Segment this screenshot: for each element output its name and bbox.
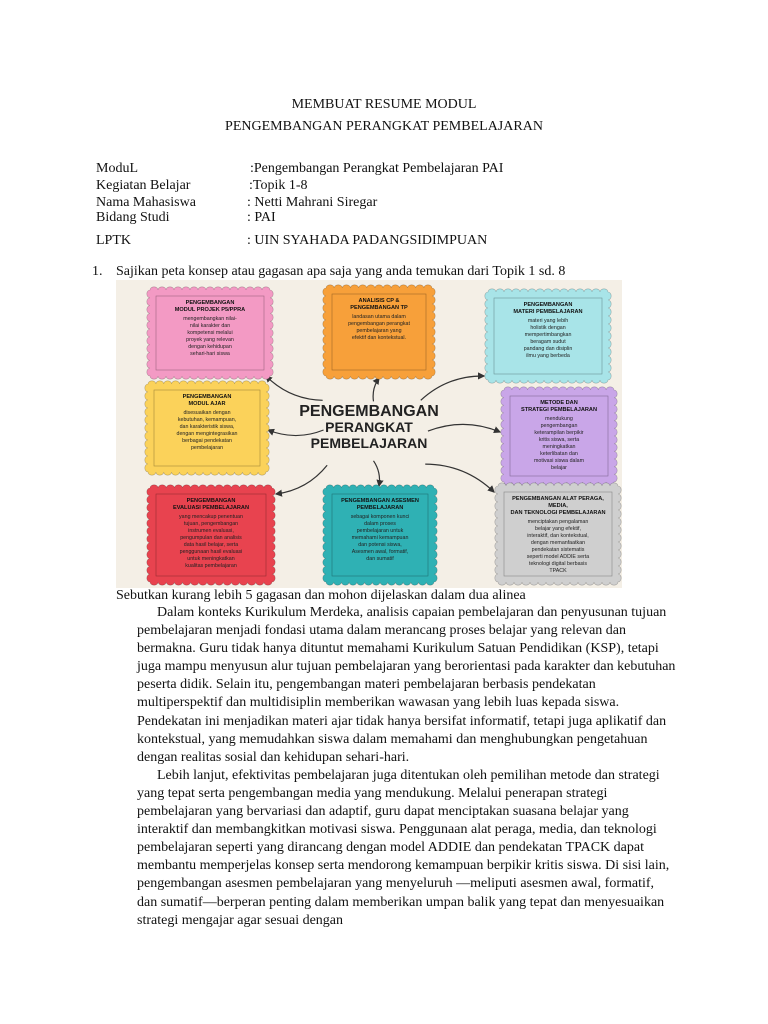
essay — [137, 604, 677, 930]
meta-value: :Topik 1-8 — [249, 178, 308, 193]
stamp-text: TPACK — [549, 568, 567, 574]
stamp-text: materi yang lebih — [527, 318, 569, 324]
stamp-text: kebutuhan, kemampuan, — [177, 417, 237, 423]
essay-paragraph-1: Dalam konteks Kurikulum Merdeka, analisis capaian pembelajaran dan penyusunan tujuan pembelajaran menjadi fondasi utama dalam merancang proses belajar yang relevan dan bermakna. Guru tidak hanya dituntut memahami Kurikulum Satuan Pendidikan (KSP), tetapi juga mampu menyusun alur tujuan pembelajaran yang berorientasi pada karakter dan kebutuhan peserta didik. Selain itu, pengembangan materi pembelajaran berbasis pendekatan multiperspektif dan multidisiplin memberikan wawasan yang lebih luas kepada siswa. Pendekatan ini menjadikan materi ajar tidak hanya bersifat informatif, tetapi juga aplikatif dan kontekstual, yang memudahkan siswa dalam memahami dan menghubungkan pengetahuan dengan realitas sosial dan kehidupan sehari-hari. — [137, 605, 676, 765]
stamp-text: kompetensi melalui — [187, 330, 233, 336]
stamp-text: sebagai komponen kunci — [350, 514, 410, 520]
stamp-title: STRATEGI PEMBELAJARAN — [520, 407, 598, 413]
stamp-purple — [501, 387, 617, 485]
stamp-text: memahami kemampuan — [351, 535, 409, 541]
document-subtitle: PENGEMBANGAN PERANGKAT PEMBELAJARAN — [225, 119, 543, 134]
stamp-pink — [147, 287, 273, 379]
stamp-text: pengumpulan dan analisis — [180, 535, 242, 541]
stamp-text: belajar yang efektif, — [535, 526, 581, 532]
stamp-text: proyek yang relevan — [186, 337, 234, 343]
stamp-text: motivasi siswa dalam — [533, 458, 585, 464]
stamp-text: interaktif, dan kontekstual, — [527, 533, 589, 539]
stamp-text: nilai karakter dan — [189, 323, 231, 329]
meta-value: : UIN SYAHADA PADANGSIDIMPUAN — [247, 233, 488, 248]
stamp-teal — [323, 485, 437, 585]
stamp-text: kualitas pembelajaran — [185, 563, 237, 569]
stamp-title: PEMBELAJARAN — [356, 505, 404, 511]
stamp-text: mengembangkan nilai- — [183, 316, 237, 322]
stamp-title: DAN TEKNOLOGI PEMBELAJARAN — [510, 510, 606, 516]
stamp-text: ilmu yang berbeda — [526, 353, 570, 359]
stamp-text: pengembangan — [540, 423, 578, 429]
stamp-text: penggunaan hasil evaluasi — [179, 549, 243, 555]
stamp-text: pembelajaran — [190, 445, 224, 451]
question-number: 1. — [92, 264, 103, 279]
stamp-title: MEDIA, — [548, 503, 568, 509]
stamp-title: ANALISIS CP & — [358, 298, 400, 304]
stamp-text: beragam sudut — [530, 339, 566, 345]
stamp-text: meningkatkan — [542, 444, 576, 450]
stamp-text: berbagai pendekatan — [182, 438, 232, 444]
stamp-cyan — [485, 289, 611, 383]
stamp-title: PENGEMBANGAN — [186, 498, 236, 504]
stamp-text: menciptakan pengalaman — [527, 519, 589, 525]
stamp-title: MODUL PROJEK P5/PPRA — [174, 307, 246, 313]
stamp-text: pandang dan disiplin — [523, 346, 573, 352]
stamp-orange — [323, 285, 435, 379]
instruction-caption: Sebutkan kurang lebih 5 gagasan dan mohon dijelaskan dalam dua alinea — [116, 588, 526, 603]
stamp-title: METODE DAN — [540, 400, 578, 406]
meta-label: LPTK — [96, 233, 131, 248]
stamp-text: data hasil belajar, serta — [183, 542, 239, 548]
meta-value: : Netti Mahrani Siregar — [247, 195, 378, 210]
stamp-title: PENGEMBANGAN ALAT PERAGA, — [512, 496, 604, 502]
stamp-text: untuk meningkatkan — [187, 556, 235, 562]
question-text: Sajikan peta konsep atau gagasan apa saja yang anda temukan dari Topik 1 sd. 8 — [116, 264, 566, 279]
stamp-text: landasan utama dalam — [352, 314, 406, 320]
stamp-text: keterlibatan dan — [540, 451, 578, 457]
stamp-text: efektif dan kontekstual. — [351, 335, 407, 341]
stamp-text: teknologi digital berbasis — [528, 561, 588, 567]
stamp-text: dengan mengintegrasikan — [176, 431, 238, 437]
stamp-text: yang mencakup penentuan — [179, 514, 243, 520]
stamp-title: PENGEMBANGAN ASESMEN — [341, 498, 419, 504]
concept-map-center-title: PEMBELAJARAN — [310, 435, 428, 451]
stamp-text: dengan kehidupan — [188, 344, 232, 350]
stamp-text: belajar — [551, 465, 567, 471]
stamp-text: pembelajaran yang — [356, 328, 402, 334]
stamp-text: tujuan, pengembangan — [183, 521, 239, 527]
stamp-text: instrumen evaluasi, — [188, 528, 234, 534]
stamp-title: PENGEMBANGAN — [523, 302, 573, 308]
stamp-title: MODUL AJAR — [188, 401, 226, 407]
meta-label: Nama Mahasiswa — [96, 195, 196, 210]
stamp-text: disesuaikan dengan — [183, 410, 231, 416]
stamp-title: MATERI PEMBELAJARAN — [513, 309, 583, 315]
concept-map — [116, 280, 622, 588]
meta-label: Bidang Studi — [96, 210, 170, 225]
stamp-title: PENGEMBANGAN — [185, 300, 235, 306]
concept-map-center-title: PENGEMBANGAN — [299, 403, 439, 420]
stamp-title: PENGEMBANGAN — [182, 394, 232, 400]
stamp-text: dengan memanfaatkan — [530, 540, 586, 546]
stamp-red — [147, 485, 275, 585]
stamp-text: sehari-hari siswa — [190, 351, 230, 357]
stamp-text: dan potensi siswa, — [358, 542, 402, 548]
document-title: MEMBUAT RESUME MODUL — [291, 97, 477, 112]
stamp-text: keterampilan berpikir — [534, 430, 584, 436]
stamp-text: seperti model ADDIE serta — [526, 554, 590, 560]
stamp-text: mendukung — [545, 416, 573, 422]
stamp-yellow — [145, 381, 269, 475]
stamp-text: kritis siswa, serta — [538, 437, 580, 443]
stamp-text: Asesmen awal, formatif, — [351, 549, 409, 555]
stamp-text: dalam proses — [364, 521, 396, 527]
concept-map-figure — [116, 280, 622, 588]
meta-label: Kegiatan Belajar — [96, 178, 191, 193]
meta-label: ModuL — [96, 161, 138, 176]
meta-value: : PAI — [247, 210, 276, 225]
stamp-gray — [495, 483, 621, 585]
stamp-title: PENGEMBANGAN TP — [350, 305, 408, 311]
meta-value: :Pengembangan Perangkat Pembelajaran PAI — [250, 161, 504, 176]
stamp-text: dan sumatif — [366, 556, 394, 562]
concept-map-center-title: PERANGKAT — [325, 419, 413, 435]
stamp-title: EVALUASI PEMBELAJARAN — [172, 505, 250, 511]
stamp-text: pembelajaran untuk — [356, 528, 404, 534]
stamp-text: pengembangan perangkat — [348, 321, 410, 327]
stamp-text: holistik dengan — [530, 325, 566, 331]
stamp-text: mempertimbangkan — [524, 332, 572, 338]
stamp-text: pendekatan sistematis — [531, 547, 585, 553]
essay-paragraph-2: Lebih lanjut, efektivitas pembelajaran juga ditentukan oleh pemilihan metode dan strategi yang tepat serta pengembangan media yang mendukung. Melalui penerapan strategi pembelajaran yang bervariasi dan adaptif, guru dapat menciptakan suasana belajar yang interaktif dan membangkitkan motivasi siswa. Penggunaan alat peraga, media, dan teknologi pembelajaran seperti yang dirancang dengan model ADDIE dan pendekatan TPACK dapat membantu memperjelas konsep serta mendorong kemampuan berpikir kritis siswa. Di sisi lain, pengembangan asesmen pembelajaran yang menyeluruh —meliputi asesmen awal, formatif, dan sumatif—berperan penting dalam memberikan umpan balik yang tepat dan menyesuaikan strategi mengajar agar sesuai dengan — [137, 767, 670, 928]
stamp-text: dan karakteristik siswa, — [179, 424, 235, 430]
